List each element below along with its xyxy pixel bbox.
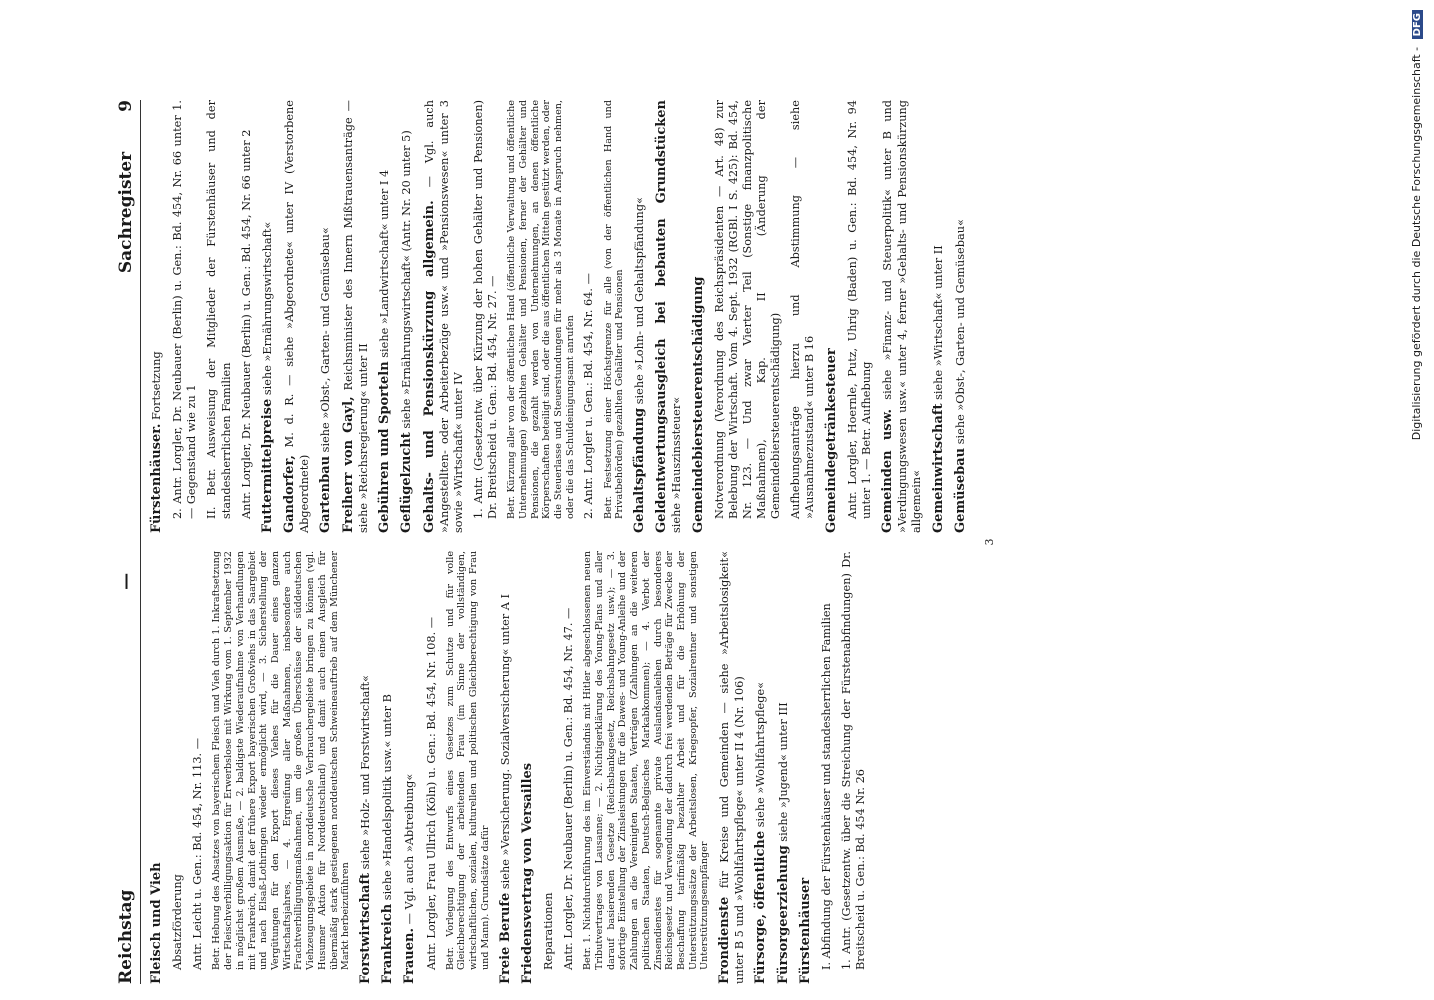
index-entry	[603, 100, 626, 519]
index-entry	[402, 551, 418, 984]
entry-text: siehe »Wohlfahrtspflege«	[754, 681, 768, 828]
entry-keyword: Freie Berufe	[497, 892, 513, 984]
entry-text: siehe »Versicherung. Sozialversicherung« unter A I	[498, 594, 512, 890]
index-entry	[425, 551, 439, 970]
entry-text: Betr. Kürzung aller von der öffentlichen Hand (öffentliche Verwaltung und öffentliche Unternehmungen) gezahlten Gehälter und Pensionen, ferner der Gehälter und Pensionen, die gezahlt werden von Unternehmungen, an denen öffentliche Körperschaften beteiligt sind, oder die aus öffentlichen Mitteln gestützt werden, oder die Steuerlasse und Steuerstundungen für mehr als 3 Monate in Anspruch nehmen, oder die das Schuldeinigungsamt anrufen	[506, 100, 576, 519]
index-entry	[399, 100, 415, 533]
entry-text: I. Abfindung der Fürstenhäuser und standesherrlichen Familien	[820, 603, 834, 970]
entry-text: Betr. Vorlegung des Entwurfs eines Gesetzes zum Schutze und für volle Gleichberechtigung der arbeitenden Frau (im Sinne der vollständigen, wirtschaftlichen, sozialen, kulturellen und politischen Gleichberechtigung von Frau und Mann). Grundsätze dafür	[444, 551, 491, 970]
entry-keyword: Gehalts- und Pensionskürzung allgemein.	[421, 200, 437, 533]
index-entry	[798, 551, 814, 984]
entry-keyword: Fürstenhäuser	[797, 877, 813, 984]
entry-text: siehe »Wirtschaft« unter II	[931, 245, 945, 400]
dfg-logo: DFG	[1412, 10, 1423, 39]
entry-keyword: Gemeindegetränkesteuer	[823, 348, 839, 533]
entry-keyword: Freiherr von Gayl,	[340, 396, 356, 533]
index-entry	[506, 100, 576, 519]
entry-keyword: Frondienste	[717, 896, 733, 984]
entry-keyword: Gemeindebiersteuerentschädigung	[690, 276, 706, 533]
index-entry	[171, 100, 199, 519]
index-entry	[445, 551, 492, 970]
dfg-credit: Digitalisierung gefördert durch die Deutsche Forschungsgemeinschaft -	[1410, 43, 1423, 441]
index-entry	[931, 100, 947, 533]
index-entry	[318, 100, 334, 533]
entry-keyword: Gehaltspfändung	[631, 407, 647, 533]
index-entry	[880, 100, 924, 533]
entry-text: Aufhebungsanträge hierzu und Abstimmung — siehe »Ausnahmezustand« unter B 16	[789, 100, 817, 519]
entry-text: — Vgl. auch »Abtreibung«	[403, 773, 417, 925]
entry-text: siehe »Lohn- und Gehaltspfändung«	[632, 197, 646, 405]
entry-text: siehe »Holz- und Forstwirtschaft«	[358, 675, 372, 870]
index-entry	[282, 100, 312, 533]
entry-text: Notverordnung (Verordnung des Reichspräsidenten — Art. 48) zur Belebung der Wirtschaft. Vom 4. Sept. 1932 (RGBl. I S. 425): Bd. 454, Nr. 123. — Und zwar Vierter Teil (Sonstige finanzpolitische Maßnahmen), Kap. II (Änderung der Gemeindebiersteuerentschädigung)	[712, 100, 783, 519]
entry-text: für Kreise und Gemeinden — siehe »Arbeitslosigkeit« unter B 5 und »Wohlfahrtspflege« unter II 4 (Nr. 106)	[718, 550, 747, 984]
index-entry	[358, 551, 374, 984]
index-entry	[840, 551, 868, 970]
index-entry	[191, 551, 205, 970]
entry-text: Antr. Leicht u. Gen.: Bd. 454, Nr. 113. —	[191, 737, 205, 970]
entry-text: Antr. Lorgler, Frau Ullrich (Köln) u. Gen.: Bd. 454, Nr. 108. —	[424, 616, 438, 970]
index-entry	[713, 100, 784, 519]
index-entry	[498, 551, 514, 984]
index-entry	[240, 100, 254, 519]
entry-keyword: Gartenbau	[318, 455, 334, 533]
side-note	[1408, 10, 1432, 990]
index-entry	[789, 100, 817, 519]
index-entry	[472, 100, 500, 519]
entry-text: siehe »Jugend« unter III	[776, 702, 790, 842]
entry-text: Reichsminister des Innern Mißtrauensanträge — siehe »Reichsregierung« unter II	[341, 100, 370, 533]
entry-text: M. d. R. — siehe »Abgeordnete« unter IV (Verstorbene Abgeordnete)	[283, 100, 312, 533]
index-entry	[341, 100, 371, 533]
entry-text: 1. Antr. (Gesetzentw. über die Streichung der Fürstenabfindungen) Dr. Breitscheid u. Gen.: Bd. 454 Nr. 26	[840, 551, 868, 970]
index-entry	[691, 100, 707, 533]
entry-text: Fortsetzung	[150, 351, 163, 420]
index-entry	[149, 100, 165, 533]
index-entry	[717, 551, 747, 984]
index-entry	[260, 100, 276, 533]
index-entry	[820, 551, 834, 970]
entry-text: Antr. Lorgler, Hoernle, Putz, Uhrig (Baden) u. Gen.: Bd. 454, Nr. 94 unter 1. — Betr. Aufhebung	[845, 100, 873, 519]
entry-text: — Vgl. auch »Angestellten- oder Arbeiterbezüge usw.« und »Pensionswesen« unter 3 sowie »Wirtschaft« unter IV	[422, 99, 465, 533]
entry-text: Betr. Hebung des Absatzes von bayerischem Fleisch und Vieh durch 1. Inkraftsetzung der Fleischverbilligungsaktion für Erwerbslose mit Wirkung vom 1. September 1932 in möglichst großem Ausmaße, — 2. baldigste Wiederaufnahme von Verhandlungen mit Frankreich, damit der frühere Export bayerischen Großviehs in das Saargebiet und nach Elsaß-Lothringen wieder ermöglicht wird, — 3. Sicherstellung der Vergütungen für den Export dieses Viehes für die Dauer eines ganzen Wirtschaftsjahres, — 4. Ergreifung aller Maßnahmen, insbesondere auch Frachtverbilligungsmaßnahmen, um die großen Überschüsse der süddeutschen Viehzeugungsgebiete in norddeutsche Verbrauchergebiete bringen zu können (vgl. Husumer Aktion für Norddeutschland) und damit auch einen Ausgleich für übermäßig stark gestiegenen norddeutschen Schweineauftrieb auf dem Münchener Markt herbeizuführen	[211, 551, 352, 970]
index-entry	[654, 100, 684, 533]
entry-keyword: Gemeinwirtschaft	[930, 403, 946, 533]
entry-keyword: Forstwirtschaft	[357, 872, 373, 984]
index-entry	[377, 100, 393, 533]
right-column	[149, 100, 975, 533]
index-entry	[753, 551, 769, 984]
index-entry	[562, 551, 576, 970]
entry-text: 1. Antr. (Gesetzentw. über Kürzung der hohen Gehälter und Pensionen) Dr. Breitscheid u. Gen.: Bd. 454, Nr. 27. —	[471, 100, 500, 519]
entry-text: 2. Antr. Lorgler u. Gen.: Bd. 454, Nr. 64. —	[582, 273, 596, 519]
index-entry	[953, 100, 969, 533]
entry-text: siehe »Hauszinssteuer«	[670, 396, 684, 533]
entry-keyword: Frauen.	[402, 928, 418, 984]
index-entry	[632, 100, 648, 533]
index-entry	[824, 100, 840, 533]
header-left: Reichstag	[116, 889, 136, 984]
index-entry	[776, 551, 792, 984]
entry-text: Betr. Festsetzung einer Höchstgrenze für alle (von der öffentlichen Hand und Privatbehörden) gezahlten Gehälter und Pensionen	[602, 100, 626, 519]
entry-text: 2. Antr. Lorgler, Dr. Neubauer (Berlin) u. Gen.: Bd. 454, Nr. 66 unter 1. — Gegenstand wie zu 1	[171, 100, 199, 519]
entry-text: siehe »Landwirtschaft« unter I 4	[378, 169, 392, 358]
entry-keyword: Geflügelzucht	[399, 432, 415, 533]
index-entry	[582, 551, 711, 970]
index-entry	[380, 551, 396, 984]
entry-text: siehe »Ernährungswirtschaft«	[260, 221, 274, 396]
index-entry	[149, 551, 165, 984]
entry-text: Reparationen	[542, 892, 556, 970]
header-right: Sachregister	[116, 151, 136, 274]
header-center: —	[116, 572, 136, 590]
entry-text: siehe »Handelspolitik usw.« unter B	[381, 694, 395, 901]
index-entry	[422, 100, 466, 533]
index-entry	[205, 100, 233, 519]
entry-keyword: Fürstenhäuser.	[149, 423, 164, 533]
entry-text: siehe »Ernährungswirtschaft« (Antr. Nr. 20 unter 5)	[400, 130, 414, 429]
entry-keyword: Friedensvertrag von Versailles	[519, 762, 535, 984]
entry-keyword: Futtermittelpreise	[259, 398, 275, 533]
left-column	[149, 551, 975, 984]
index-entry	[846, 100, 874, 519]
entry-text: Antr. Lorgler, Dr. Neubauer (Berlin) u. Gen.: Bd. 454, Nr. 47. —	[562, 607, 576, 970]
entry-keyword: Gemeinden usw.	[880, 409, 896, 533]
index-entry	[211, 551, 351, 970]
columns	[149, 100, 975, 984]
page-number: 9	[116, 100, 136, 112]
index-entry	[171, 551, 185, 970]
entry-text: siehe »Finanz- und Steuerpolitik« unter B und »Verdingungswesen usw.« unter 4, ferner »Gehalts- und Pensionskürzung allgemein«	[881, 99, 924, 533]
entry-keyword: Fürsorgeerziehung	[775, 845, 791, 984]
entry-keyword: Fleisch und Vieh	[149, 862, 164, 984]
rotated-page	[110, 90, 1374, 994]
index-entry	[582, 100, 596, 519]
entry-text: II. Betr. Ausweisung der Mitglieder der Fürstenhäuser und der standesherrlichen Familien	[205, 100, 233, 519]
signature-mark: 3	[983, 538, 996, 546]
entry-text: Betr. 1. Nichtdurchführung des im Einverständnis mit Hitler abgeschlossenen neuen Tributvertrages von Lausanne; — 2. Nichtigerklärung des Young-Plans und aller darauf basierenden Gesetze (Reichsbankgesetz, Reichsbahngesetz usw.); — 3. sofortige Einstellung der Zinsleistungen für die Dawes- und Young-Anleihe und der Zahlungen an die Vereinigten Staaten, Verträgen (Zahlungen an die weiteren politischen Staaten, Deutsch-Belgisches Markabkommen); — 4. Verbot der Zinsendienstes für sogenannte private Auslandsanleihen durch besonderes Reichsgesetz und Verwendung der dadurch frei werdenden Beträge für Zwecke der Beschaffung tarifmäßig bezahlter Arbeit und für die Erhöhung der Unterstützungssätze der Arbeitslosen, Kriegsopfer, Sozialrentner und sonstigen Unterstützungsempfänger	[582, 551, 711, 970]
entry-text: Absatzförderung	[171, 874, 185, 970]
entry-keyword: Geldentwertungsausgleich bei bebauten Grundstücken	[654, 100, 670, 533]
entry-text: Antr. Lorgler, Dr. Neubauer (Berlin) u. Gen.: Bd. 454, Nr. 66 unter 2	[239, 129, 253, 519]
index-entry	[520, 551, 536, 984]
entry-keyword: Frankreich	[380, 903, 396, 984]
entry-keyword: Gandorfer,	[282, 455, 298, 533]
entry-keyword: Gebühren und Sporteln	[377, 361, 393, 533]
page-header	[116, 100, 141, 984]
index-entry	[542, 551, 556, 970]
entry-keyword: Fürsorge, öffentliche	[753, 830, 769, 984]
entry-text: siehe »Obst-, Garten- und Gemüsebau«	[953, 219, 967, 445]
entry-keyword: Gemüsebau	[952, 447, 968, 533]
entry-text: siehe »Obst-, Garten- und Gemüsebau«	[319, 227, 333, 453]
